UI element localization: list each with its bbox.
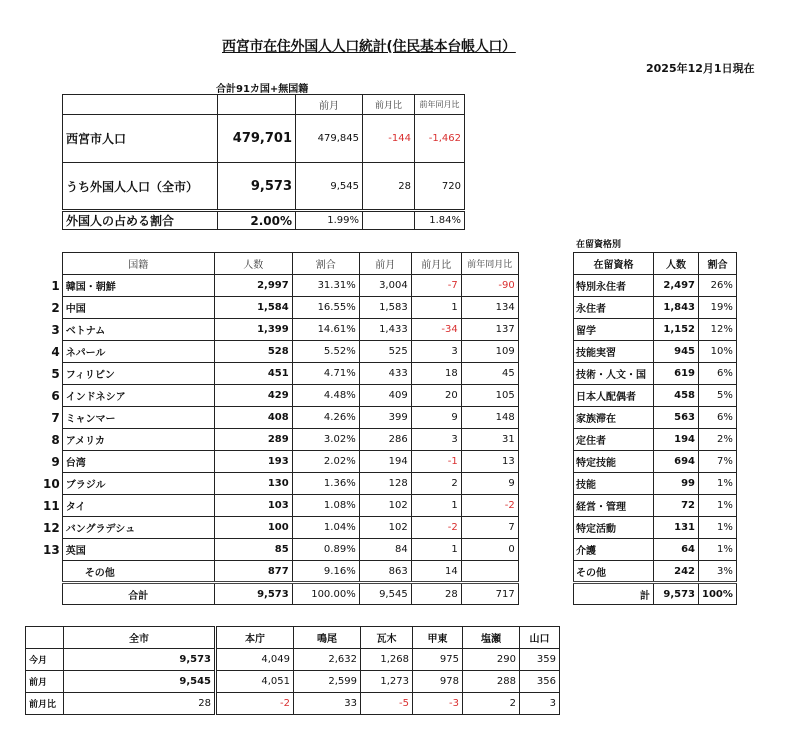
yoy-change: 31: [461, 429, 518, 451]
share: 4.71%: [292, 363, 359, 385]
nationality-row: [40, 561, 518, 583]
status-share: 1%: [699, 539, 737, 561]
status-share: 5%: [699, 385, 737, 407]
district-header-naruo: 鳴尾: [294, 627, 361, 649]
status-row: [574, 341, 737, 363]
yoy-change: 148: [461, 407, 518, 429]
rank-number: 7: [51, 410, 60, 425]
yoy-change: 45: [461, 363, 518, 385]
country-name: ネパール: [62, 341, 214, 363]
district-header-shiose: 塩瀬: [463, 627, 520, 649]
status-name: 技術・人文・国: [574, 363, 654, 385]
row-label: 外国人の占める割合: [63, 211, 218, 230]
count: 289: [214, 429, 292, 451]
status-row: [574, 517, 737, 539]
spacer: [40, 583, 62, 605]
district-value: 978: [413, 671, 463, 693]
district-value: -2: [216, 693, 294, 715]
status-row: [574, 385, 737, 407]
district-value: 290: [463, 649, 520, 671]
nationality-row: [40, 341, 518, 363]
mom-change: 2: [411, 473, 461, 495]
district-header-blank: [26, 627, 64, 649]
rank-number: 12: [43, 520, 60, 535]
page-title: 西宮市在住外国人人口統計(住民基本台帳人口）: [222, 39, 516, 55]
district-header-yamaguchi: 山口: [520, 627, 560, 649]
status-count: 563: [654, 407, 699, 429]
status-name: 永住者: [574, 297, 654, 319]
district-value: 3: [520, 693, 560, 715]
status-name: 経営・管理: [574, 495, 654, 517]
share: 4.26%: [292, 407, 359, 429]
prev-month: 3,004: [359, 275, 411, 297]
district-row-label: 前月比: [26, 693, 64, 715]
total-share: 100.00%: [292, 583, 359, 605]
nationality-row: [40, 451, 518, 473]
as-of-date: 2025年12月1日現在: [646, 62, 755, 75]
total-label: 合計: [62, 583, 214, 605]
mom-change: 9: [411, 407, 461, 429]
count: 408: [214, 407, 292, 429]
mom-change: 14: [411, 561, 461, 583]
total-yoy: 717: [461, 583, 518, 605]
district-row: [26, 649, 560, 671]
rank-number: 6: [51, 388, 60, 403]
yoy-change: [461, 561, 518, 583]
country-name: ブラジル: [62, 473, 214, 495]
prev-month: 102: [359, 517, 411, 539]
district-value: 1,273: [361, 671, 413, 693]
share: 4.48%: [292, 385, 359, 407]
district-value: 288: [463, 671, 520, 693]
status-name: 留学: [574, 319, 654, 341]
residence-status-table: [573, 252, 737, 605]
district-row-label: 今月: [26, 649, 64, 671]
country-name: ベトナム: [62, 319, 214, 341]
nationality-total-row: [40, 583, 518, 605]
status-name: 特定活動: [574, 517, 654, 539]
nationality-row: [40, 473, 518, 495]
district-value: 2: [463, 693, 520, 715]
nat-header-country: 国籍: [62, 253, 214, 275]
mom-change: 18: [411, 363, 461, 385]
total-mom: 28: [411, 583, 461, 605]
share: 9.16%: [292, 561, 359, 583]
country-name: タイ: [62, 495, 214, 517]
district-value: 1,268: [361, 649, 413, 671]
count: 130: [214, 473, 292, 495]
share: 1.36%: [292, 473, 359, 495]
nationality-table: [40, 252, 519, 605]
share: 2.02%: [292, 451, 359, 473]
row-yoy: 720: [415, 163, 465, 211]
district-header-koto: 甲東: [413, 627, 463, 649]
yoy-change: 105: [461, 385, 518, 407]
yoy-change: 0: [461, 539, 518, 561]
status-count: 99: [654, 473, 699, 495]
summary-header-value: [218, 95, 296, 115]
status-count: 2,497: [654, 275, 699, 297]
district-value: 9,573: [64, 649, 216, 671]
district-value: 2,632: [294, 649, 361, 671]
yoy-change: 109: [461, 341, 518, 363]
prev-month: 128: [359, 473, 411, 495]
nationality-row: [40, 385, 518, 407]
prev-month: 84: [359, 539, 411, 561]
prev-month: 863: [359, 561, 411, 583]
prev-month: 1,433: [359, 319, 411, 341]
status-row: [574, 319, 737, 341]
count: 100: [214, 517, 292, 539]
status-total-label: 計: [574, 583, 654, 605]
share: 16.55%: [292, 297, 359, 319]
row-prev: 479,845: [296, 115, 363, 163]
status-count: 194: [654, 429, 699, 451]
status-name: 家族滞在: [574, 407, 654, 429]
country-name: フィリピン: [62, 363, 214, 385]
status-name: 技能実習: [574, 341, 654, 363]
country-count-note: 合計91カ国+無国籍: [216, 84, 309, 95]
status-count: 694: [654, 451, 699, 473]
status-count: 131: [654, 517, 699, 539]
row-mom: 28: [363, 163, 415, 211]
mom-change: 20: [411, 385, 461, 407]
status-caption: 在留資格別: [576, 240, 622, 250]
row-label: 西宮市人口: [63, 115, 218, 163]
total-count: 9,573: [214, 583, 292, 605]
district-value: 356: [520, 671, 560, 693]
mom-change: -34: [411, 319, 461, 341]
rank-number: 13: [43, 542, 60, 557]
rank-number: 8: [51, 432, 60, 447]
status-row: [574, 495, 737, 517]
yoy-change: 137: [461, 319, 518, 341]
status-share: 12%: [699, 319, 737, 341]
nationality-row: [40, 275, 518, 297]
nationality-row: [40, 407, 518, 429]
yoy-change: 9: [461, 473, 518, 495]
status-share: 19%: [699, 297, 737, 319]
status-row: [574, 561, 737, 583]
country-name: アメリカ: [62, 429, 214, 451]
nationality-row: [40, 517, 518, 539]
status-share: 10%: [699, 341, 737, 363]
share: 1.04%: [292, 517, 359, 539]
row-mom: [363, 211, 415, 230]
nationality-row: [40, 319, 518, 341]
rank-number: 3: [51, 322, 60, 337]
status-row: [574, 473, 737, 495]
status-row: [574, 429, 737, 451]
district-value: 9,545: [64, 671, 216, 693]
status-count: 945: [654, 341, 699, 363]
district-row: [26, 671, 560, 693]
summary-header-mom: 前月比: [363, 95, 415, 115]
district-value: -3: [413, 693, 463, 715]
status-header-count: 人数: [654, 253, 699, 275]
mom-change: -2: [411, 517, 461, 539]
nat-header-share: 割合: [292, 253, 359, 275]
status-share: 6%: [699, 363, 737, 385]
country-name: その他: [62, 561, 214, 583]
row-value: 479,701: [218, 115, 296, 163]
share: 1.08%: [292, 495, 359, 517]
row-value: 9,573: [218, 163, 296, 211]
status-name: 介護: [574, 539, 654, 561]
status-share: 26%: [699, 275, 737, 297]
summary-header-yoy: 前年同月比: [415, 95, 465, 115]
district-header-honcho: 本庁: [216, 627, 294, 649]
district-value: 33: [294, 693, 361, 715]
count: 528: [214, 341, 292, 363]
prev-month: 399: [359, 407, 411, 429]
summary-row-city: [63, 115, 465, 163]
status-count: 1,843: [654, 297, 699, 319]
district-value: 975: [413, 649, 463, 671]
summary-header-prev: 前月: [296, 95, 363, 115]
summary-row-foreign: [63, 163, 465, 211]
nationality-row: [40, 539, 518, 561]
status-row: [574, 363, 737, 385]
share: 31.31%: [292, 275, 359, 297]
prev-month: 286: [359, 429, 411, 451]
district-value: 359: [520, 649, 560, 671]
rank-number: 1: [51, 278, 60, 293]
yoy-change: -2: [461, 495, 518, 517]
rank-number: 9: [51, 454, 60, 469]
district-value: 4,049: [216, 649, 294, 671]
population-summary-table: [62, 94, 465, 230]
status-name: 技能: [574, 473, 654, 495]
country-name: 英国: [62, 539, 214, 561]
status-share: 1%: [699, 517, 737, 539]
mom-change: -7: [411, 275, 461, 297]
status-name: その他: [574, 561, 654, 583]
district-value: 2,599: [294, 671, 361, 693]
row-label: うち外国人人口（全市）: [63, 163, 218, 211]
count: 193: [214, 451, 292, 473]
nat-header-prev: 前月: [359, 253, 411, 275]
status-share: 3%: [699, 561, 737, 583]
district-header-all: 全市: [64, 627, 216, 649]
count: 429: [214, 385, 292, 407]
rank-number: 11: [43, 498, 60, 513]
count: 877: [214, 561, 292, 583]
status-row: [574, 451, 737, 473]
count: 103: [214, 495, 292, 517]
mom-change: 3: [411, 429, 461, 451]
count: 85: [214, 539, 292, 561]
status-count: 64: [654, 539, 699, 561]
summary-row-ratio: [63, 211, 465, 230]
rank-number: 2: [51, 300, 60, 315]
nationality-row: [40, 429, 518, 451]
mom-change: 3: [411, 341, 461, 363]
status-row: [574, 297, 737, 319]
row-mom: -144: [363, 115, 415, 163]
status-total-count: 9,573: [654, 583, 699, 605]
share: 5.52%: [292, 341, 359, 363]
prev-month: 433: [359, 363, 411, 385]
prev-month: 194: [359, 451, 411, 473]
nat-header-yoy: 前年同月比: [461, 253, 518, 275]
mom-change: 1: [411, 297, 461, 319]
status-share: 2%: [699, 429, 737, 451]
status-name: 特別永住者: [574, 275, 654, 297]
status-row: [574, 275, 737, 297]
status-header-type: 在留資格: [574, 253, 654, 275]
district-table: [25, 626, 560, 715]
rank-number: 5: [51, 366, 60, 381]
share: 3.02%: [292, 429, 359, 451]
row-yoy: -1,462: [415, 115, 465, 163]
district-value: -5: [361, 693, 413, 715]
nat-header-mom: 前月比: [411, 253, 461, 275]
nationality-row: [40, 297, 518, 319]
district-value: 4,051: [216, 671, 294, 693]
nationality-row: [40, 363, 518, 385]
mom-change: -1: [411, 451, 461, 473]
country-name: バングラデシュ: [62, 517, 214, 539]
yoy-change: 13: [461, 451, 518, 473]
status-row: [574, 407, 737, 429]
mom-change: 1: [411, 495, 461, 517]
yoy-change: 7: [461, 517, 518, 539]
share: 0.89%: [292, 539, 359, 561]
status-header-share: 割合: [699, 253, 737, 275]
row-prev: 1.99%: [296, 211, 363, 230]
status-count: 619: [654, 363, 699, 385]
district-value: 28: [64, 693, 216, 715]
share: 14.61%: [292, 319, 359, 341]
rank-number: 4: [51, 344, 60, 359]
mom-change: 1: [411, 539, 461, 561]
total-prev: 9,545: [359, 583, 411, 605]
rank-number: 10: [43, 476, 60, 491]
count: 1,584: [214, 297, 292, 319]
prev-month: 1,583: [359, 297, 411, 319]
yoy-change: 134: [461, 297, 518, 319]
status-count: 458: [654, 385, 699, 407]
nationality-row: [40, 495, 518, 517]
country-name: ミャンマー: [62, 407, 214, 429]
district-row-label: 前月: [26, 671, 64, 693]
count: 451: [214, 363, 292, 385]
rank-number: [40, 561, 62, 583]
country-name: 台湾: [62, 451, 214, 473]
nat-header-count: 人数: [214, 253, 292, 275]
district-header-kawaragi: 瓦木: [361, 627, 413, 649]
status-share: 7%: [699, 451, 737, 473]
row-prev: 9,545: [296, 163, 363, 211]
status-count: 242: [654, 561, 699, 583]
count: 2,997: [214, 275, 292, 297]
status-share: 1%: [699, 473, 737, 495]
country-name: 韓国・朝鮮: [62, 275, 214, 297]
yoy-change: -90: [461, 275, 518, 297]
summary-header-label: [63, 95, 218, 115]
status-name: 日本人配偶者: [574, 385, 654, 407]
status-total-row: [574, 583, 737, 605]
status-name: 定住者: [574, 429, 654, 451]
status-count: 72: [654, 495, 699, 517]
country-name: インドネシア: [62, 385, 214, 407]
row-yoy: 1.84%: [415, 211, 465, 230]
country-name: 中国: [62, 297, 214, 319]
district-row: [26, 693, 560, 715]
status-row: [574, 539, 737, 561]
prev-month: 102: [359, 495, 411, 517]
status-share: 1%: [699, 495, 737, 517]
status-share: 6%: [699, 407, 737, 429]
row-value: 2.00%: [218, 211, 296, 230]
count: 1,399: [214, 319, 292, 341]
prev-month: 409: [359, 385, 411, 407]
prev-month: 525: [359, 341, 411, 363]
status-total-share: 100%: [699, 583, 737, 605]
status-count: 1,152: [654, 319, 699, 341]
status-name: 特定技能: [574, 451, 654, 473]
